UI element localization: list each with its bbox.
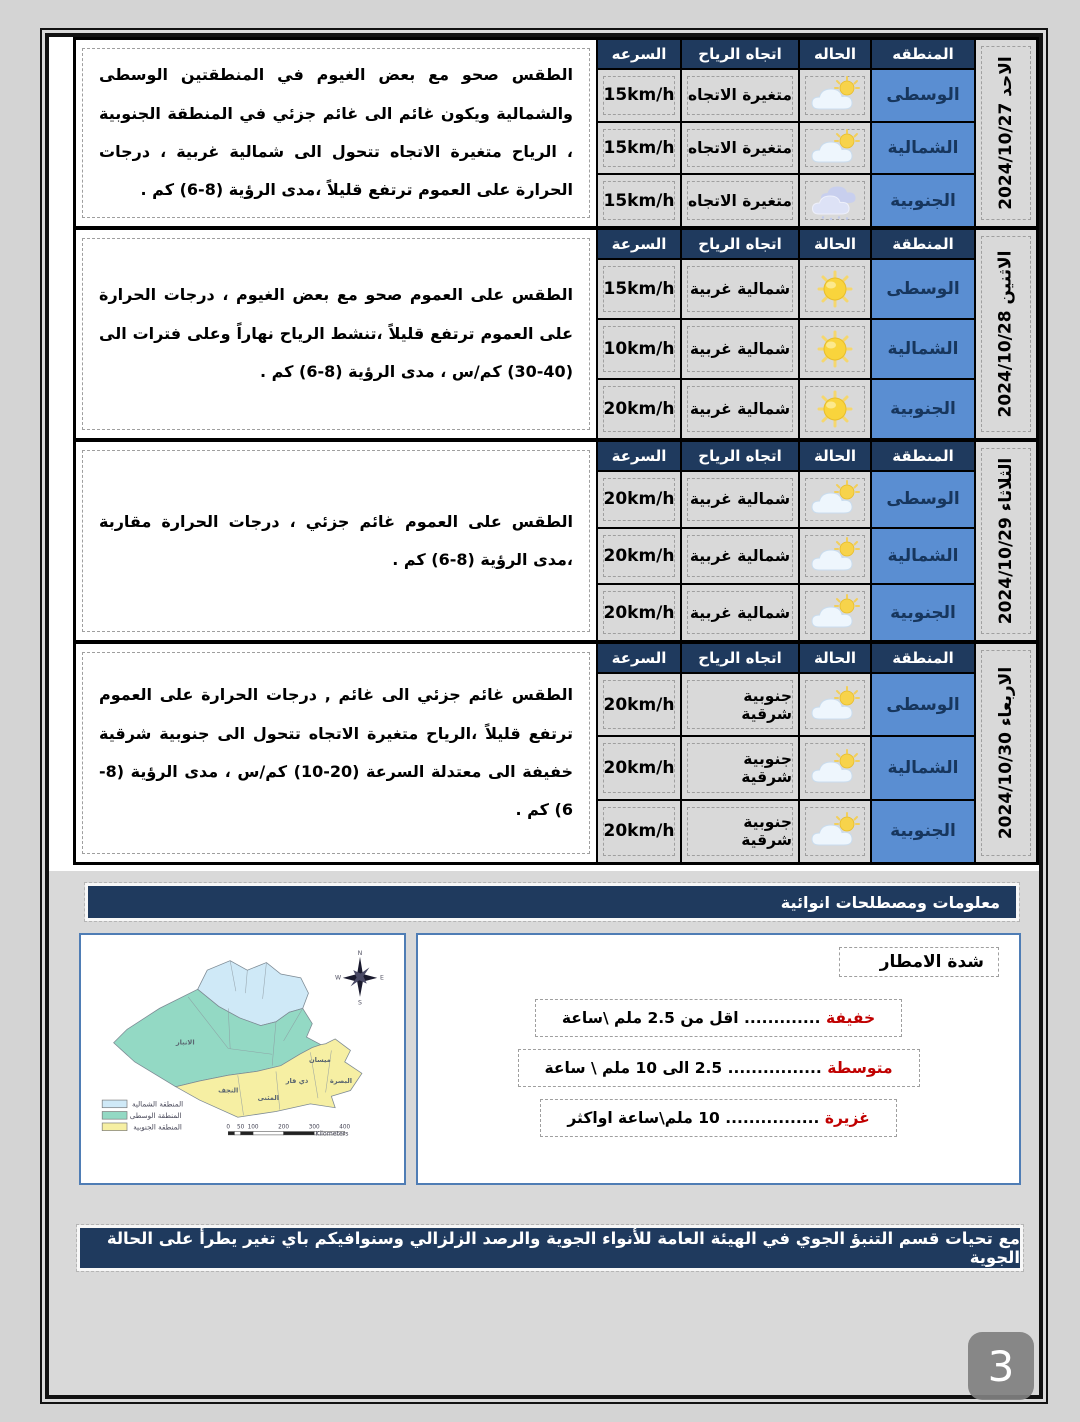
map-label: المثنى: [257, 1094, 280, 1103]
cloud-sun-icon: [807, 536, 863, 576]
date-cell: [975, 229, 1037, 439]
region-header: المنطقة: [871, 229, 975, 259]
condition-cell: [799, 69, 871, 122]
cloud-sun-icon: [807, 811, 863, 851]
speed-cell: 20km/h: [597, 800, 681, 863]
svg-text:100: 100: [247, 1124, 259, 1131]
speed-cell: 20km/h: [597, 528, 681, 585]
cloud-sun-icon: [807, 748, 863, 788]
rain-item: [540, 1099, 896, 1137]
rain-label: خفيفة: [825, 1009, 876, 1027]
wind-cell: متغيرة الاتجاه: [681, 174, 799, 227]
condition-cell: [799, 319, 871, 379]
speed-header: السرعة: [597, 643, 681, 673]
sun-icon: [809, 329, 861, 369]
forecast-description: الطقس صحو مع بعض الغيوم في المنطقتين الوسطى والشمالية ويكون غائم الى غائم جزئي في المنطقة الجنوبية ، الرياح متغيرة الاتجاه تتحول الى شمالية غربية ، درجات الحرارة على العموم ترتفع قليلاً ،مدى الرؤية (8-6) كم .: [75, 39, 597, 227]
condition-cell: [799, 122, 871, 175]
rain-value: اقل من 2.5 ملم \ساعة: [561, 1009, 739, 1027]
date-cell: [975, 643, 1037, 863]
rain-dots: .............: [744, 1009, 821, 1027]
legend-label: المنطقة الشمالية: [132, 1099, 184, 1109]
condition-header: الحالة: [799, 229, 871, 259]
wind-header: اتجاه الرياح: [681, 39, 799, 69]
map-label: ميسان: [308, 1055, 331, 1064]
map-label: النجف: [218, 1086, 239, 1095]
rain-items: [438, 987, 999, 1137]
rain-dots: ................: [727, 1059, 822, 1077]
region-cell: الوسطى: [871, 259, 975, 319]
svg-text:Kilometers: Kilometers: [315, 1130, 349, 1138]
condition-cell: [799, 528, 871, 585]
sun-icon: [809, 389, 861, 429]
page-frame-inner: [45, 33, 1043, 1399]
region-cell: الجنوبية: [871, 800, 975, 863]
region-cell: الوسطى: [871, 673, 975, 736]
region-header: المنطقة: [871, 643, 975, 673]
speed-cell: 15km/h: [597, 122, 681, 175]
condition-cell: [799, 379, 871, 439]
info-banner-title: معلومات ومصطلحات انوائية: [780, 892, 1000, 912]
sun-icon: [809, 269, 861, 309]
condition-header: الحالة: [799, 441, 871, 471]
svg-text:N: N: [357, 949, 363, 957]
speed-cell: 20km/h: [597, 736, 681, 799]
speed-cell: 15km/h: [597, 174, 681, 227]
wind-cell: شمالية غربية: [681, 471, 799, 528]
svg-text:50: 50: [237, 1124, 245, 1131]
region-cell: الشمالية: [871, 528, 975, 585]
rain-intensity-panel: [416, 933, 1021, 1185]
region-cell: الشمالية: [871, 736, 975, 799]
condition-cell: [799, 584, 871, 641]
forecast-section-1: [75, 39, 1037, 229]
svg-text:S: S: [358, 999, 362, 1007]
map-legend: [102, 1100, 183, 1132]
region-cell: الجنوبية: [871, 174, 975, 227]
speed-cell: 20km/h: [597, 673, 681, 736]
speed-cell: 10km/h: [597, 319, 681, 379]
wind-cell: شمالية غربية: [681, 259, 799, 319]
footer-banner: [77, 1225, 1023, 1271]
cloud-sun-icon: [807, 593, 863, 633]
wind-cell: شمالية غربية: [681, 319, 799, 379]
forecast-area: [49, 37, 1039, 871]
speed-cell: 20km/h: [597, 584, 681, 641]
footer-banner-text: مع تحيات قسم التنبؤ الجوي في الهيئة العامة للأنواء الجوية والرصد الزلزالي وسنوافيكم باي تغير يطرأ على الحالة الجوية: [106, 1229, 1020, 1267]
wind-cell: شمالية غربية: [681, 584, 799, 641]
svg-text:0: 0: [226, 1124, 231, 1131]
forecast-section-4: [75, 643, 1037, 863]
cloud-sun-icon: [807, 75, 863, 115]
region-header: المنطقه: [871, 39, 975, 69]
cloud-sun-icon: [807, 479, 863, 519]
wind-cell: جنوبية شرقية: [681, 736, 799, 799]
wind-cell: جنوبية شرقية: [681, 673, 799, 736]
map-label: ذي قار: [285, 1076, 309, 1085]
rain-dots: ................: [725, 1109, 820, 1127]
speed-header: السرعه: [597, 39, 681, 69]
region-header: المنطقة: [871, 441, 975, 471]
rain-value: 2.5 الى 10 ملم \ ساعة: [544, 1059, 723, 1077]
region-cell: الوسطى: [871, 471, 975, 528]
region-cell: الوسطى: [871, 69, 975, 122]
speed-cell: 15km/h: [597, 259, 681, 319]
svg-text:300: 300: [308, 1124, 320, 1131]
date-cell: [975, 441, 1037, 641]
speed-cell: 20km/h: [597, 379, 681, 439]
condition-header: الحالة: [799, 643, 871, 673]
speed-cell: 15km/h: [597, 69, 681, 122]
info-row: [79, 933, 1021, 1185]
speed-header: السرعة: [597, 441, 681, 471]
legend-label: المنطقة الجنوبية: [133, 1122, 182, 1132]
info-banner: [85, 883, 1019, 921]
svg-text:E: E: [380, 974, 384, 982]
forecast-section-2: [75, 229, 1037, 441]
svg-text:W: W: [334, 974, 342, 982]
date-label: الثلاثاء 2024/10/29: [995, 457, 1016, 625]
region-cell: الشمالية: [871, 122, 975, 175]
page-number: 3: [968, 1332, 1034, 1400]
region-cell: الجنوبية: [871, 379, 975, 439]
cloud-sun-icon: [807, 685, 863, 725]
speed-header: السرعة: [597, 229, 681, 259]
wind-cell: شمالية غربية: [681, 379, 799, 439]
condition-cell: [799, 174, 871, 227]
wind-header: اتجاه الرياح: [681, 441, 799, 471]
rain-value: 10 ملم\ساعة اواكثر: [567, 1109, 720, 1127]
speed-cell: 20km/h: [597, 471, 681, 528]
wind-header: اتجاه الرياح: [681, 643, 799, 673]
rain-item: [535, 999, 902, 1037]
wind-cell: متغيرة الاتجاه: [681, 122, 799, 175]
wind-cell: شمالية غربية: [681, 528, 799, 585]
cloud-sun-icon: [807, 128, 863, 168]
legend-label: المنطقة الوسطى: [129, 1111, 182, 1121]
condition-header: الحاله: [799, 39, 871, 69]
rain-item: [518, 1049, 920, 1087]
map-label: البصرة: [329, 1076, 353, 1085]
scale-bar: [226, 1125, 350, 1138]
iraq-map: [79, 933, 406, 1185]
wind-cell: جنوبية شرقية: [681, 800, 799, 863]
condition-cell: [799, 736, 871, 799]
condition-cell: [799, 259, 871, 319]
date-label: الاربعاء 2024/10/30: [995, 666, 1016, 840]
clouds-icon: [807, 181, 863, 221]
rain-label: متوسطة: [827, 1059, 893, 1077]
rain-label: غزيرة: [824, 1109, 870, 1127]
forecast-description: الطقس على العموم غائم جزئي ، درجات الحرارة مقاربة ،مدى الرؤية (8-6) كم .: [75, 441, 597, 641]
wind-cell: متغيرة الاتجاه: [681, 69, 799, 122]
forecast-description: الطقس غائم جزئي الى غائم , درجات الحرارة على العموم ترتفع قليلاً ،الرياح متغيرة الاتجاه تتحول الى جنوبية شرقية خفيفة الى معتدلة السرعة (20-10) كم/س ، مدى الرؤية (8-6) كم .: [75, 643, 597, 863]
condition-cell: [799, 471, 871, 528]
compass-rose-icon: [335, 950, 384, 1007]
forecast-section-3: [75, 441, 1037, 643]
region-cell: الشمالية: [871, 319, 975, 379]
condition-cell: [799, 673, 871, 736]
region-cell: الجنوبية: [871, 584, 975, 641]
rain-title: شدة الامطار: [839, 947, 999, 977]
date-label: الاحد 2024/10/27: [996, 56, 1016, 210]
forecast-table: [73, 37, 1039, 865]
svg-text:400: 400: [339, 1124, 351, 1131]
page-frame: [40, 28, 1048, 1404]
wind-header: اتجاه الرياح: [681, 229, 799, 259]
svg-text:200: 200: [278, 1124, 290, 1131]
date-cell: [975, 39, 1037, 227]
condition-cell: [799, 800, 871, 863]
map-label: الانبار: [175, 1038, 195, 1047]
forecast-description: الطقس على العموم صحو مع بعض الغيوم ، درجات الحرارة على العموم ترتفع قليلاً ،تنشط الرياح نهاراً وعلى فترات الى (40-30) كم/س ، مدى الرؤية (8-6) كم .: [75, 229, 597, 439]
date-label: الاثنين 2024/10/28: [995, 250, 1016, 418]
